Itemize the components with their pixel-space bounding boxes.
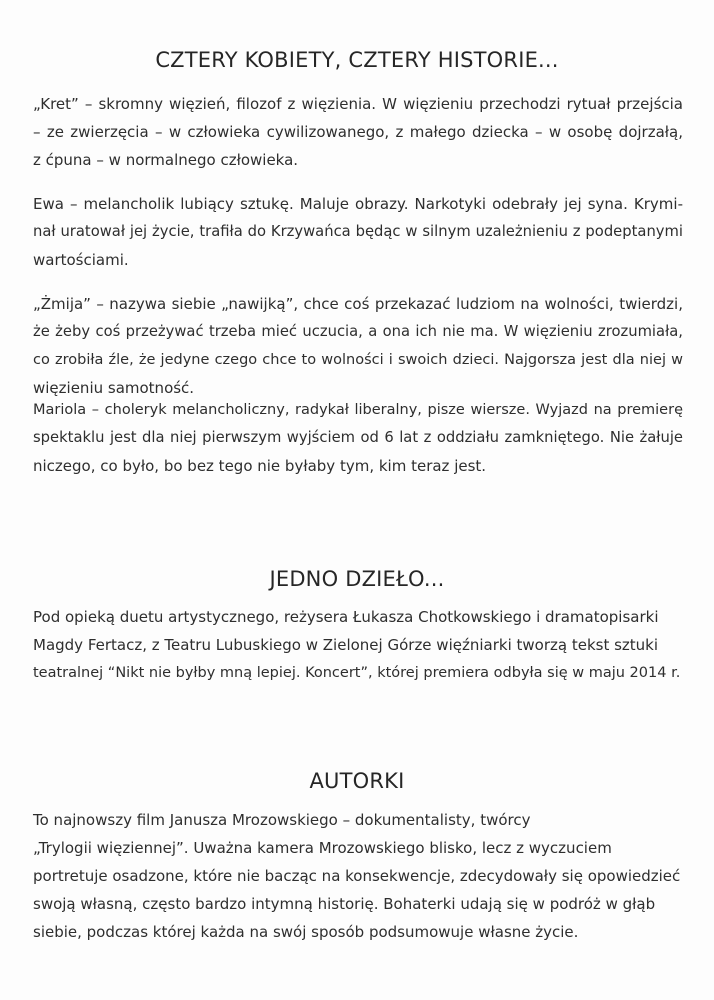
text-line: nał uratował jej życie, trafiła do Krzywańca będąc w silnym uzależnieniu z podeptanymi — [33, 223, 683, 240]
text-line: „Trylogii więziennej”. Uważna kamera Mrozowskiego blisko, lecz z wyczuciem — [33, 839, 612, 857]
section-heading-authors: AUTORKI — [309, 769, 405, 793]
text-line: Ewa – melancholik lubiący sztukę. Maluje obrazy. Narkotyki odebrały jej syna. Krymi- — [33, 195, 683, 213]
text-line: spektaklu jest dla niej pierwszym wyjściem od 6 lat z oddziału zamkniętego. Nie żałuje — [33, 429, 683, 446]
paragraph-ewa — [33, 190, 683, 274]
text-line: wartościami. — [33, 251, 129, 269]
text-line: – ze zwierzęcia – w człowieka cywilizowanego, z małego dziecka – w osobę dojrzałą, — [33, 123, 683, 141]
text-line: „Kret” – skromny więzień, filozof z więzienia. W więzieniu przechodzi rytuał przejścia — [33, 95, 683, 113]
section-heading-four-women: CZTERY KOBIETY, CZTERY HISTORIE... — [155, 48, 559, 72]
text-line: więzieniu samotność. — [33, 379, 195, 397]
text-line: Mariola – choleryk melancholiczny, radykał liberalny, pisze wiersze. Wyjazd na premierę — [33, 402, 683, 418]
paragraph-kret — [33, 90, 683, 174]
text-line: portretuje osadzone, które nie bacząc na konsekwencje, zdecydowały się opowiedzieć — [33, 867, 681, 885]
text-line: „Żmija” – nazywa siebie „nawijką”, chce coś przekazać ludziom na wolności, twierdzi, — [33, 295, 683, 313]
text-line: co zrobiła źle, że jedyne czego chce to wolności i swoich dzieci. Najgorsza jest dla niej w — [33, 352, 683, 368]
text-line: z ćpuna – w normalnego człowieka. — [33, 151, 299, 169]
text-line: niczego, co było, bo bez tego nie byłaby tym, kim teraz jest. — [33, 457, 487, 475]
paragraph-one-work — [33, 603, 683, 687]
text-line: że żeby coś przeżywać trzeba mieć uczucia, a ona ich nie ma. W więzieniu zrozumiała, — [33, 323, 683, 340]
section-heading-one-work: JEDNO DZIEŁO... — [269, 567, 445, 591]
text-line: siebie, podczas której każda na swój sposób podsumowuje własne życie. — [33, 923, 579, 941]
text-line: swoją własną, często bardzo intymną historię. Bohaterki udają się w podróż w głąb — [33, 895, 656, 913]
text-line: To najnowszy film Janusza Mrozowskiego – dokumentalisty, twórcy — [33, 811, 531, 829]
paragraph-zmija — [33, 290, 683, 402]
text-line: Pod opieką duetu artystycznego, reżysera Łukasza Chotkowskiego i dramatopisarki — [33, 608, 659, 626]
text-line: Magdy Fertacz, z Teatru Lubuskiego w Zielonej Górze więźniarki tworzą tekst sztuki — [33, 636, 659, 654]
text-line: teatralnej “Nikt nie byłby mną lepiej. Koncert”, której premiera odbyła się w maju 2014 r. — [33, 665, 681, 681]
paragraph-authors — [33, 806, 683, 946]
paragraph-mariola — [33, 396, 683, 480]
